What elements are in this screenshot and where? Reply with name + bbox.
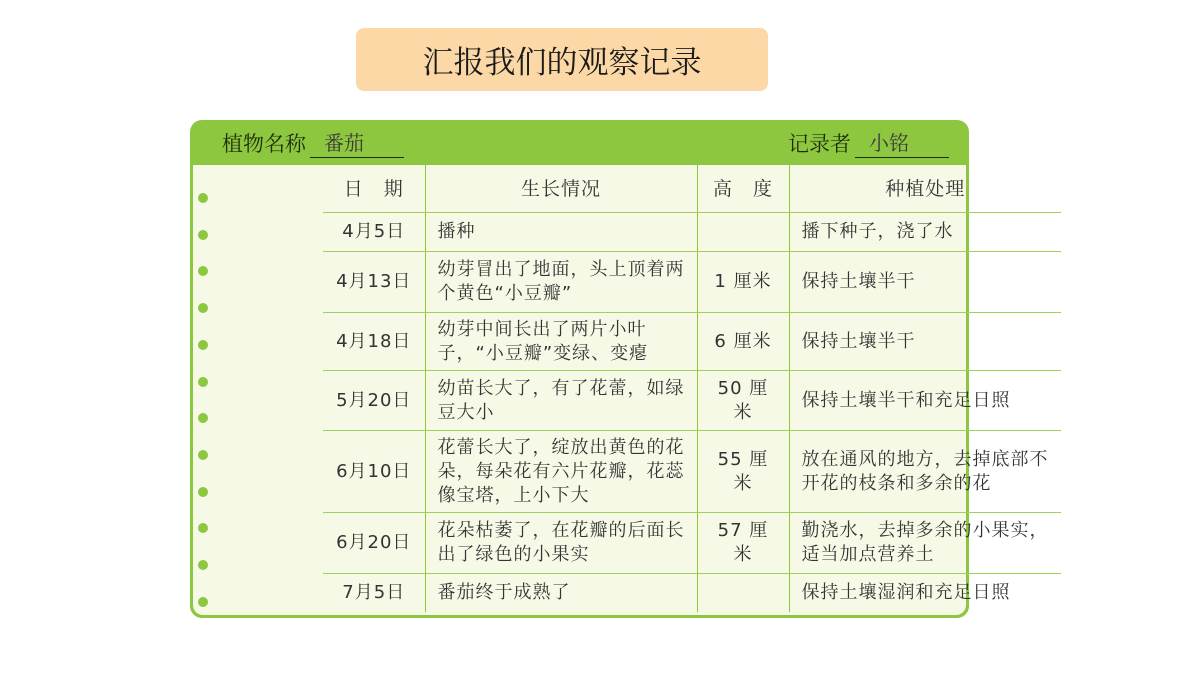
cell-date: 4月13日: [323, 252, 425, 313]
table-row: [323, 313, 1061, 371]
recorder-label: 记录者: [788, 131, 851, 156]
recorder-field: [788, 120, 949, 165]
cell-date: 4月5日: [323, 213, 425, 252]
plant-name-value: 番茄: [310, 127, 404, 158]
binder-hole: [198, 340, 208, 350]
observation-record-card: [190, 120, 1049, 618]
table-row: [323, 574, 1061, 612]
cell-growth: 幼苗长大了，有了花蕾，如绿豆大小: [425, 371, 697, 431]
record-sheet: [193, 165, 1049, 615]
header-growth: 生长情况: [425, 165, 697, 213]
cell-date: 6月20日: [323, 513, 425, 574]
cell-care: 保持土壤半干: [789, 313, 1061, 371]
table-row: [323, 213, 1061, 252]
binder-hole: [198, 377, 208, 387]
binder-hole: [198, 597, 208, 607]
cell-growth: 播种: [425, 213, 697, 252]
binder-hole: [198, 413, 208, 423]
cell-height: [697, 574, 789, 612]
table-row: [323, 252, 1061, 313]
cell-growth: 花朵枯萎了，在花瓣的后面长出了绿色的小果实: [425, 513, 697, 574]
cell-height: 50 厘米: [697, 371, 789, 431]
cell-care: 保持土壤半干: [789, 252, 1061, 313]
page-title: 汇报我们的观察记录: [356, 28, 768, 91]
header-date: 日 期: [323, 165, 425, 213]
cell-date: 6月10日: [323, 431, 425, 513]
binder-hole: [198, 450, 208, 460]
cell-height: 55 厘米: [697, 431, 789, 513]
cell-height: 57 厘米: [697, 513, 789, 574]
cell-height: 6 厘米: [697, 313, 789, 371]
plant-name-label: 植物名称: [222, 131, 306, 156]
cell-height: 1 厘米: [697, 252, 789, 313]
binder-hole: [198, 230, 208, 240]
cell-date: 7月5日: [323, 574, 425, 612]
table-row: [323, 431, 1061, 513]
cell-date: 4月18日: [323, 313, 425, 371]
cell-growth: 幼芽中间长出了两片小叶子，“小豆瓣”变绿、变瘪: [425, 313, 697, 371]
plant-name-field: [222, 120, 404, 165]
table-header-row: [323, 165, 1061, 213]
binder-hole: [198, 266, 208, 276]
cell-growth: 幼芽冒出了地面，头上顶着两个黄色“小豆瓣”: [425, 252, 697, 313]
cell-care: 保持土壤半干和充足日照: [789, 371, 1061, 431]
binder-hole: [198, 193, 208, 203]
header-height: 高 度: [697, 165, 789, 213]
binder-hole: [198, 523, 208, 533]
binder-hole: [198, 303, 208, 313]
cell-height: [697, 213, 789, 252]
binder-hole: [198, 487, 208, 497]
cell-care: 放在通风的地方，去掉底部不开花的枝条和多余的花: [789, 431, 1061, 513]
table-row: [323, 371, 1061, 431]
cell-care: 播下种子，浇了水: [789, 213, 1061, 252]
cell-growth: 番茄终于成熟了: [425, 574, 697, 612]
binder-hole: [198, 560, 208, 570]
cell-growth: 花蕾长大了，绽放出黄色的花朵，每朵花有六片花瓣，花蕊像宝塔，上小下大: [425, 431, 697, 513]
cell-care: 勤浇水，去掉多余的小果实，适当加点营养土: [789, 513, 1061, 574]
observation-table: [323, 165, 1061, 612]
header-care: 种植处理: [789, 165, 1061, 213]
recorder-value: 小铭: [855, 127, 949, 158]
table-row: [323, 513, 1061, 574]
binder-holes: [198, 165, 210, 615]
cell-care: 保持土壤湿润和充足日照: [801, 581, 1011, 603]
cell-date: 5月20日: [323, 371, 425, 431]
